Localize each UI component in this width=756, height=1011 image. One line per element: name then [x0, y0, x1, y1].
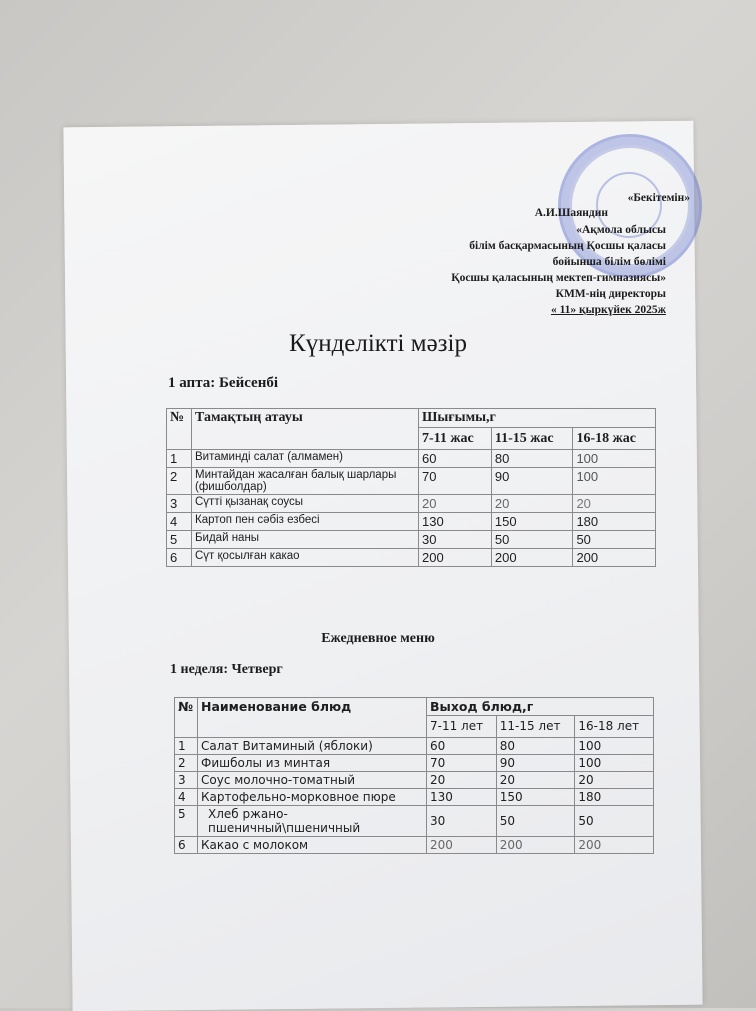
- row-a: 60: [427, 738, 497, 755]
- row-name: Сүт қосылған какао: [192, 549, 419, 567]
- row-no: 5: [175, 806, 198, 837]
- table-row: [175, 789, 654, 806]
- table-row: [167, 549, 656, 567]
- row-c: 100: [575, 755, 654, 772]
- row-c: 20: [573, 495, 656, 513]
- approval-line-4: білім басқармасының Қосшы қаласы: [469, 240, 666, 252]
- ru-header-no: №: [175, 698, 198, 738]
- row-no: 6: [175, 837, 198, 854]
- row-c: 100: [575, 738, 654, 755]
- table-row: [167, 495, 656, 513]
- row-no: 3: [167, 495, 192, 513]
- kz-header-age2: 11-15 жас: [491, 428, 573, 450]
- row-no: 2: [167, 468, 192, 495]
- kz-header-age3: 16-18 жас: [573, 428, 656, 450]
- row-b: 150: [496, 789, 575, 806]
- row-a: 200: [419, 549, 492, 567]
- row-c: 50: [573, 531, 656, 549]
- row-name: Минтайдан жасалған балық шарлары (фишболдар): [192, 468, 419, 495]
- approval-line-7: КММ-нің директоры: [555, 288, 666, 300]
- row-name: Бидай наны: [192, 531, 419, 549]
- row-b: 50: [491, 531, 573, 549]
- ru-header-age2: 11-15 лет: [496, 716, 575, 738]
- row-a: 30: [419, 531, 492, 549]
- row-name: Сүтті қызанақ соусы: [192, 495, 419, 513]
- row-b: 200: [496, 837, 575, 854]
- row-c: 200: [575, 837, 654, 854]
- page-title: Күнделікті мәзір: [289, 330, 467, 357]
- row-name: Соус молочно-томатный: [198, 772, 427, 789]
- row-no: 3: [175, 772, 198, 789]
- approval-line-3: «Ақмола облысы: [576, 224, 666, 236]
- row-c: 180: [575, 789, 654, 806]
- table-row: [175, 738, 654, 755]
- row-a: 70: [419, 468, 492, 495]
- row-b: 20: [491, 495, 573, 513]
- row-no: 2: [175, 755, 198, 772]
- row-b: 80: [496, 738, 575, 755]
- approval-line-2: А.И.Шаяндин: [534, 207, 608, 219]
- row-b: 200: [491, 549, 573, 567]
- row-name: Какао с молоком: [198, 837, 427, 854]
- row-b: 90: [496, 755, 575, 772]
- table-row: [167, 468, 656, 495]
- table-row: [175, 806, 654, 837]
- row-b: 90: [491, 468, 573, 495]
- row-a: 20: [427, 772, 497, 789]
- row-c: 20: [575, 772, 654, 789]
- row-b: 80: [491, 450, 573, 468]
- ru-header-name: Наименование блюд: [198, 698, 427, 738]
- row-no: 1: [167, 450, 192, 468]
- row-name: Фишболы из минтая: [198, 755, 427, 772]
- kz-header-name: Тамақтың атауы: [192, 409, 419, 450]
- ru-week-day: 1 неделя: Четверг: [170, 662, 283, 677]
- row-c: 50: [575, 806, 654, 837]
- row-a: 130: [427, 789, 497, 806]
- kz-header-yield: Шығымы,г: [419, 409, 656, 428]
- row-a: 30: [427, 806, 497, 837]
- ru-header-age1: 7-11 лет: [427, 716, 497, 738]
- table-row: [167, 450, 656, 468]
- row-c: 100: [573, 450, 656, 468]
- kz-header-no: №: [167, 409, 192, 450]
- kz-week-day: 1 апта: Бейсенбі: [168, 375, 279, 391]
- table-row: [175, 772, 654, 789]
- row-name: Хлеб ржано-пшеничный\пшеничный: [198, 806, 427, 837]
- ru-header-yield: Выход блюд,г: [427, 698, 654, 716]
- row-name: Витаминді салат (алмамен): [192, 450, 419, 468]
- approval-line-6: Қосшы қаласының мектеп-гимназиясы»: [451, 272, 666, 284]
- table-row: [167, 513, 656, 531]
- row-no: 5: [167, 531, 192, 549]
- row-name: Картофельно-морковное пюре: [198, 789, 427, 806]
- approval-line-5: бойынша білім бөлімі: [552, 256, 666, 268]
- row-no: 1: [175, 738, 198, 755]
- ru-header-age3: 16-18 лет: [575, 716, 654, 738]
- row-a: 200: [427, 837, 497, 854]
- row-c: 180: [573, 513, 656, 531]
- row-no: 6: [167, 549, 192, 567]
- table-row: [175, 837, 654, 854]
- row-no: 4: [175, 789, 198, 806]
- row-no: 4: [167, 513, 192, 531]
- row-b: 20: [496, 772, 575, 789]
- table-row: [167, 531, 656, 549]
- row-c: 100: [573, 468, 656, 495]
- row-a: 20: [419, 495, 492, 513]
- row-c: 200: [573, 549, 656, 567]
- approval-line-8: « 11» қыркүйек 2025ж: [550, 304, 666, 316]
- row-b: 150: [491, 513, 573, 531]
- row-a: 60: [419, 450, 492, 468]
- row-name: Картоп пен сәбіз езбесі: [192, 513, 419, 531]
- kz-menu-table: [166, 408, 656, 567]
- row-name: Салат Витаминый (яблоки): [198, 738, 427, 755]
- row-b: 50: [496, 806, 575, 837]
- row-a: 70: [427, 755, 497, 772]
- ru-menu-table: [174, 697, 654, 854]
- kz-header-age1: 7-11 жас: [419, 428, 492, 450]
- row-a: 130: [419, 513, 492, 531]
- table-row: [175, 755, 654, 772]
- approval-line-1: «Бекітемін»: [627, 192, 690, 204]
- ru-heading: Ежедневное меню: [321, 631, 435, 646]
